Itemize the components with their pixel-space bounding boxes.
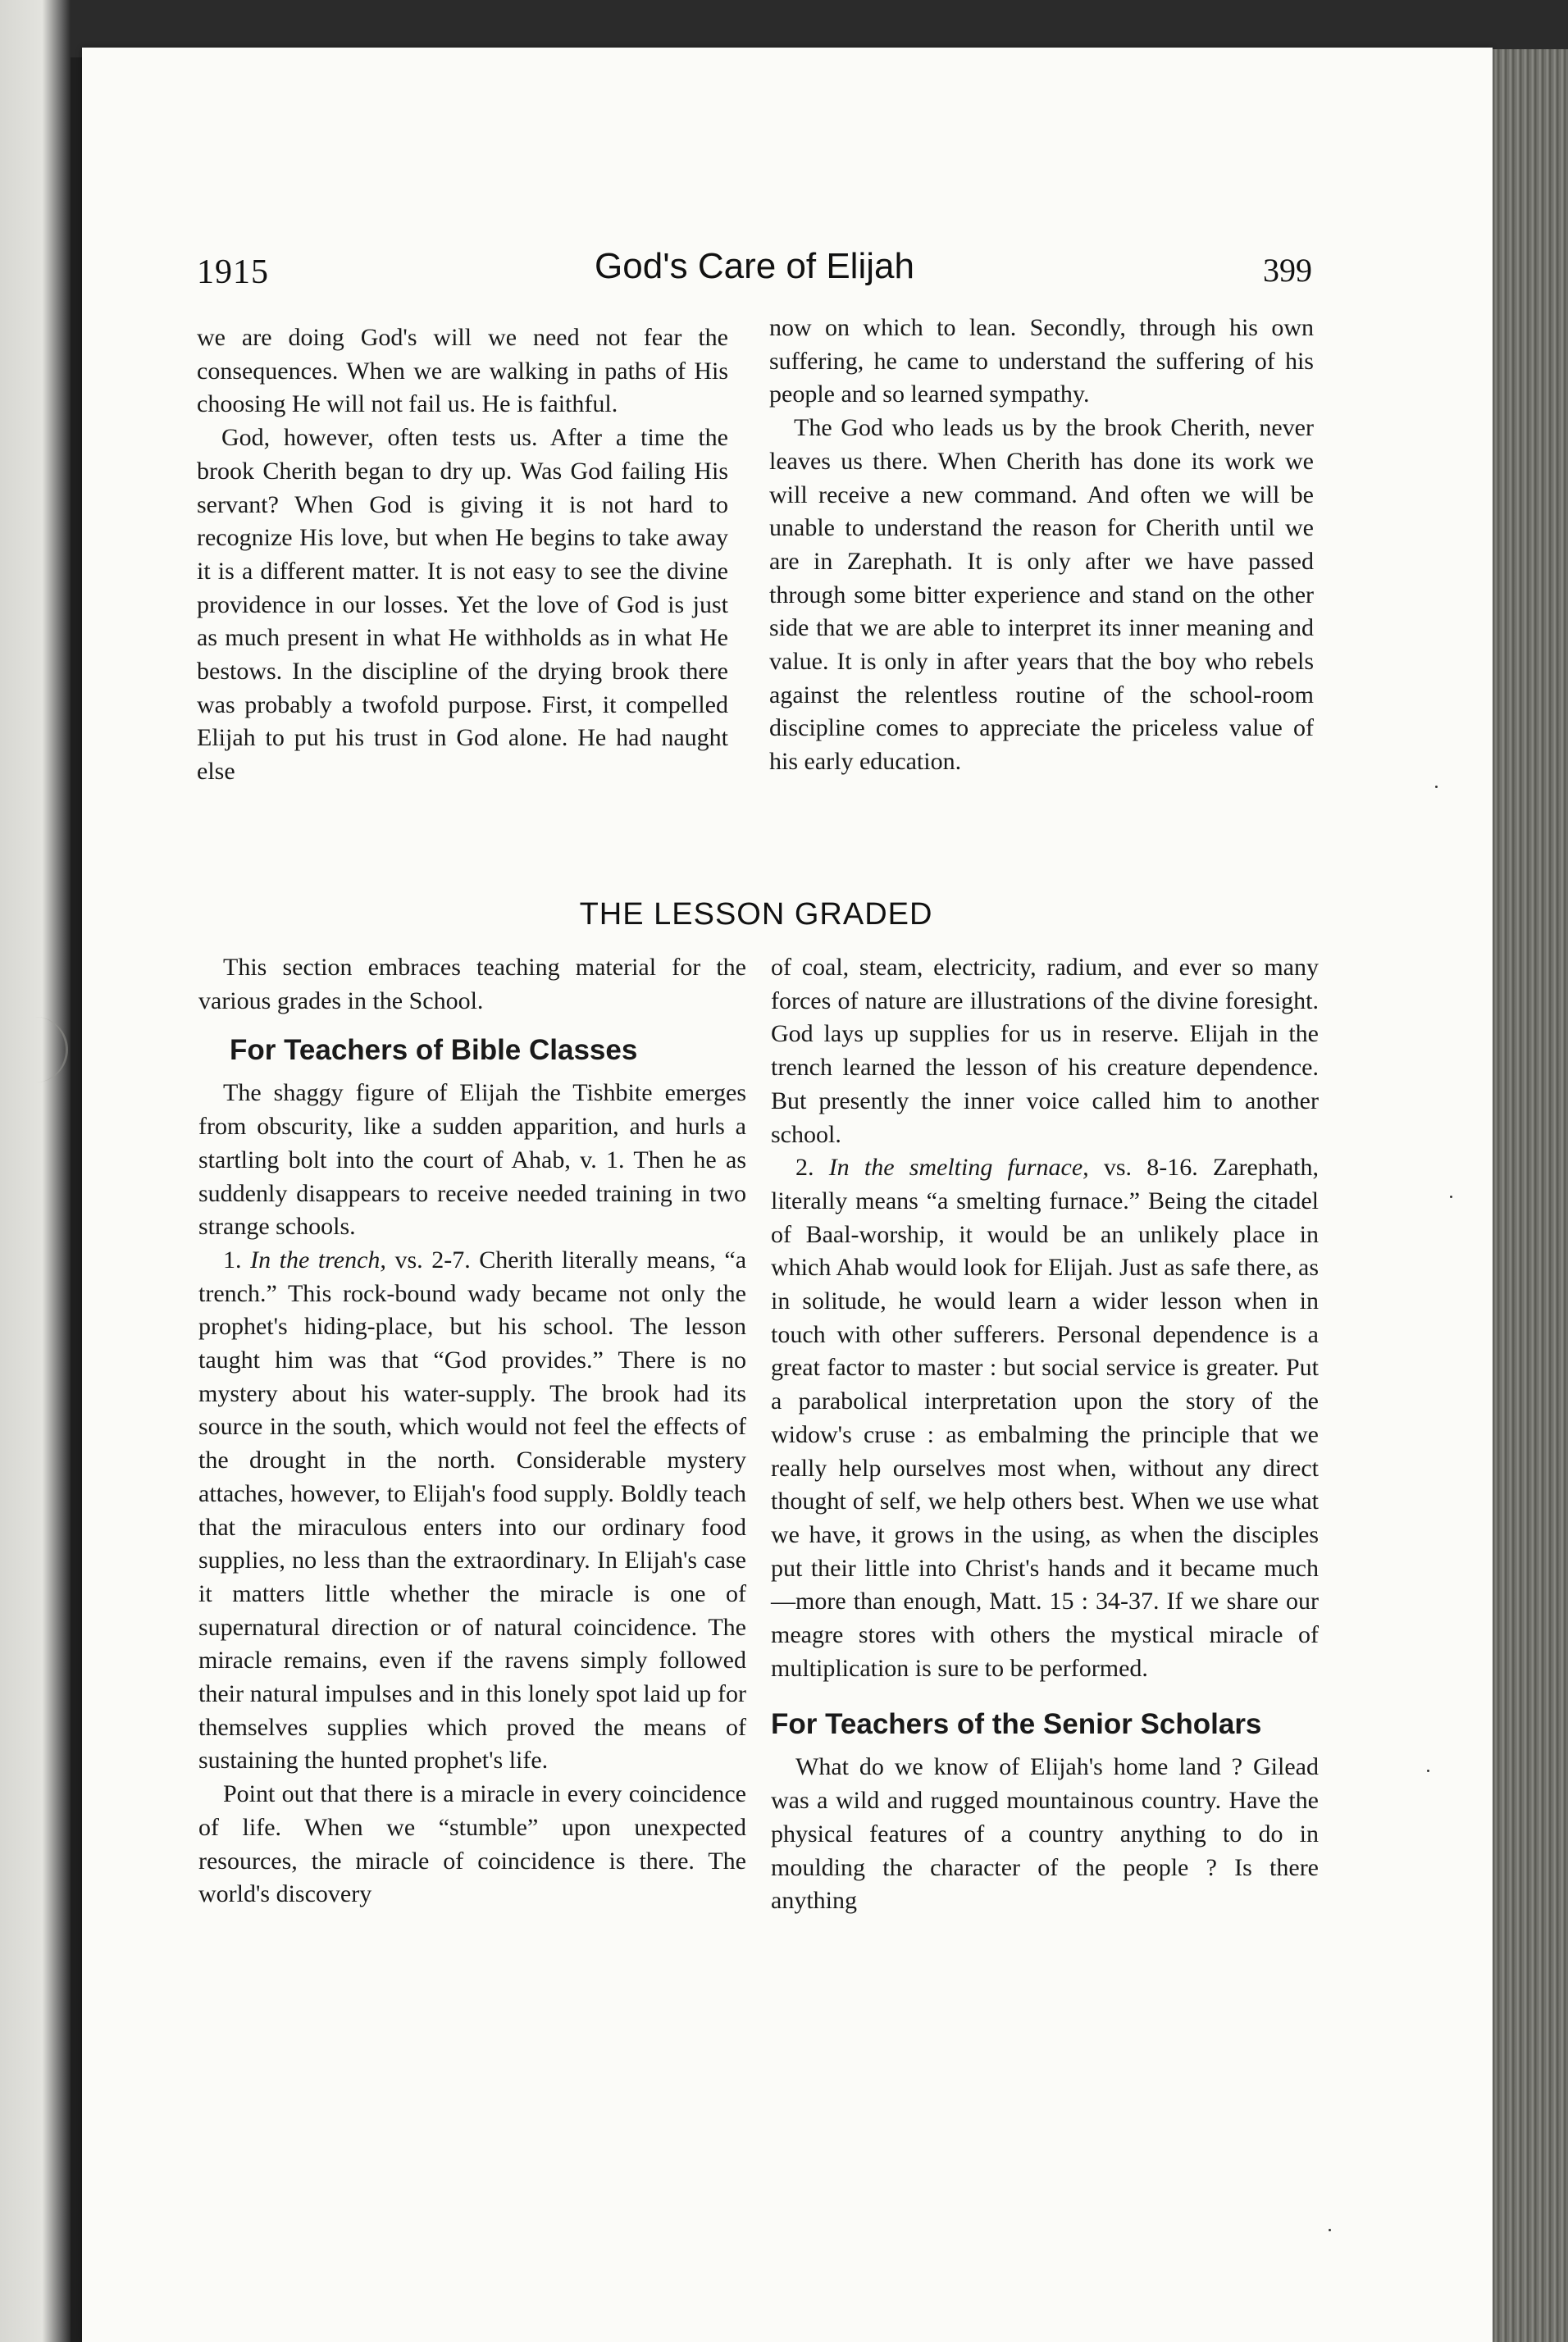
intro-right-column: [769, 312, 1314, 779]
point-body: vs. 2-7. Cherith literally means, “a trench.” This rock-bound wady became not only the prophet's hiding-place, but his school. The lesson taught him was that “God provides.” There is no mystery about his water-supply. The brook had its source in the south, which would not feel the effects of the drought in the north. Considerable mystery attaches, however, to Elijah's food supply. Boldly teach that the miraculous enters into our ordinary food supplies, no less than the extraordinary. In Elijah's case it matters little whether the miracle is one of supernatural direction or of natural coincidence. The miracle remains, even if the ravens simply followed their natural impulses and in this lonely spot laid up for themselves supplies which proved the means of sustaining the hunted prophet's life.: [198, 1246, 747, 1775]
scan-speck: [1427, 1770, 1429, 1772]
paragraph: [198, 1244, 746, 1778]
scan-speck: [1435, 786, 1438, 788]
header-year: 1915: [197, 253, 269, 291]
paragraph: What do we know of Elijah's home land ? Gilead was a wild and rugged mountainous country. Have the physical features of a country anything to do in moulding the character of the people ? Is there anything: [771, 1753, 1319, 1915]
point-title: In the trench,: [250, 1246, 386, 1274]
paragraph: Point out that there is a miracle in every coincidence of life. When we “stumble” upon unexpected resources, the miracle of coincidence is there. The world's discovery: [198, 1780, 746, 1908]
lesson-right-column: [771, 951, 1319, 1918]
lesson-left-column: [198, 951, 746, 1911]
intro-left-column: [197, 321, 728, 789]
section-title: THE LESSON GRADED: [579, 897, 933, 932]
scan-speck: [1329, 2229, 1331, 2231]
point-body: vs. 8-16. Zarephath, literally means “a smelting furnace.” Being the citadel of Baal-worship, it would be an unlikely place in which Ahab would look for Elijah. Just as safe there, as in solitude, he would learn a wider lesson when in touch with other sufferers. Personal dependence is a great factor to master : but social service is greater. Put a parabolical interpretation upon the story of the widow's cruse : as embalming the principle that we really help ourselves most when, without any direct thought of self, we help others best. When we use what we have, it grows in the using, as when the disciples put their little into Christ's hands and it became much—more than enough, Matt. 15 : 34-37. If we share our meagre stores with others the mystical miracle of multiplication is sure to be performed.: [771, 1154, 1320, 1682]
paragraph: of coal, steam, electricity, radium, and ever so many forces of nature are illustrations of the divine foresight. God lays up supplies for us in reserve. Elijah in the trench learned the lesson of his creature dependence. But presently the inner voice called him to another school.: [771, 954, 1319, 1148]
paragraph: we are doing God's will we need not fear the consequences. When we are walking in paths of His choosing He will not fail us. He is faithful.: [197, 324, 728, 418]
paragraph: God, however, often tests us. After a time the brook Cherith began to dry up. Was God failing His servant? When God is giving it is not hard to recognize His love, but when He begins to take away it is a different matter. It is not easy to see the divine providence in our losses. Yet the love of God is just as much present in what He withholds as in what He bestows. In the discipline of the drying brook there was probably a twofold purpose. First, it compelled Elijah to put his trust in God alone. He had naught else: [197, 424, 728, 786]
paragraph: now on which to lean. Secondly, through his own suffering, he came to understand the suffering of his people and so learned sympathy.: [769, 314, 1314, 408]
header-title: God's Care of Elijah: [595, 246, 914, 286]
point-title: In the smelting furnace,: [828, 1154, 1089, 1182]
paragraph: The God who leads us by the brook Cherith, never leaves us there. When Cherith has done its work we will receive a new command. And often we will be unable to understand the reason for Cherith until we are in Zarephath. It is only after we have passed through some bitter experience and stand on the other side that we are able to interpret its inner meaning and value. It is only in after years that the boy who rebels against the relentless routine of the school-room discipline comes to appreciate the priceless value of his early education.: [769, 414, 1314, 776]
running-header: [197, 246, 1312, 295]
page-number: 399: [1263, 252, 1312, 289]
paragraph: [771, 1151, 1319, 1685]
point-number: 2.: [795, 1154, 814, 1182]
senior-scholars-heading: For Teachers of the Senior Scholars: [771, 1708, 1262, 1741]
bible-classes-heading: For Teachers of Bible Classes: [230, 1034, 638, 1067]
scan-speck: [1450, 1196, 1452, 1198]
book-page-edges: [1486, 49, 1568, 2342]
paragraph: The shaggy figure of Elijah the Tishbite emerges from obscurity, like a sudden apparition, and hurls a startling bolt into the court of Ahab, v. 1. Then he as suddenly disappears to receive needed training in two strange schools.: [198, 1079, 746, 1241]
section-intro: This section embraces teaching material for the various grades in the School.: [198, 954, 746, 1014]
facing-page-edge: [0, 0, 71, 2342]
point-number: 1.: [223, 1246, 242, 1274]
